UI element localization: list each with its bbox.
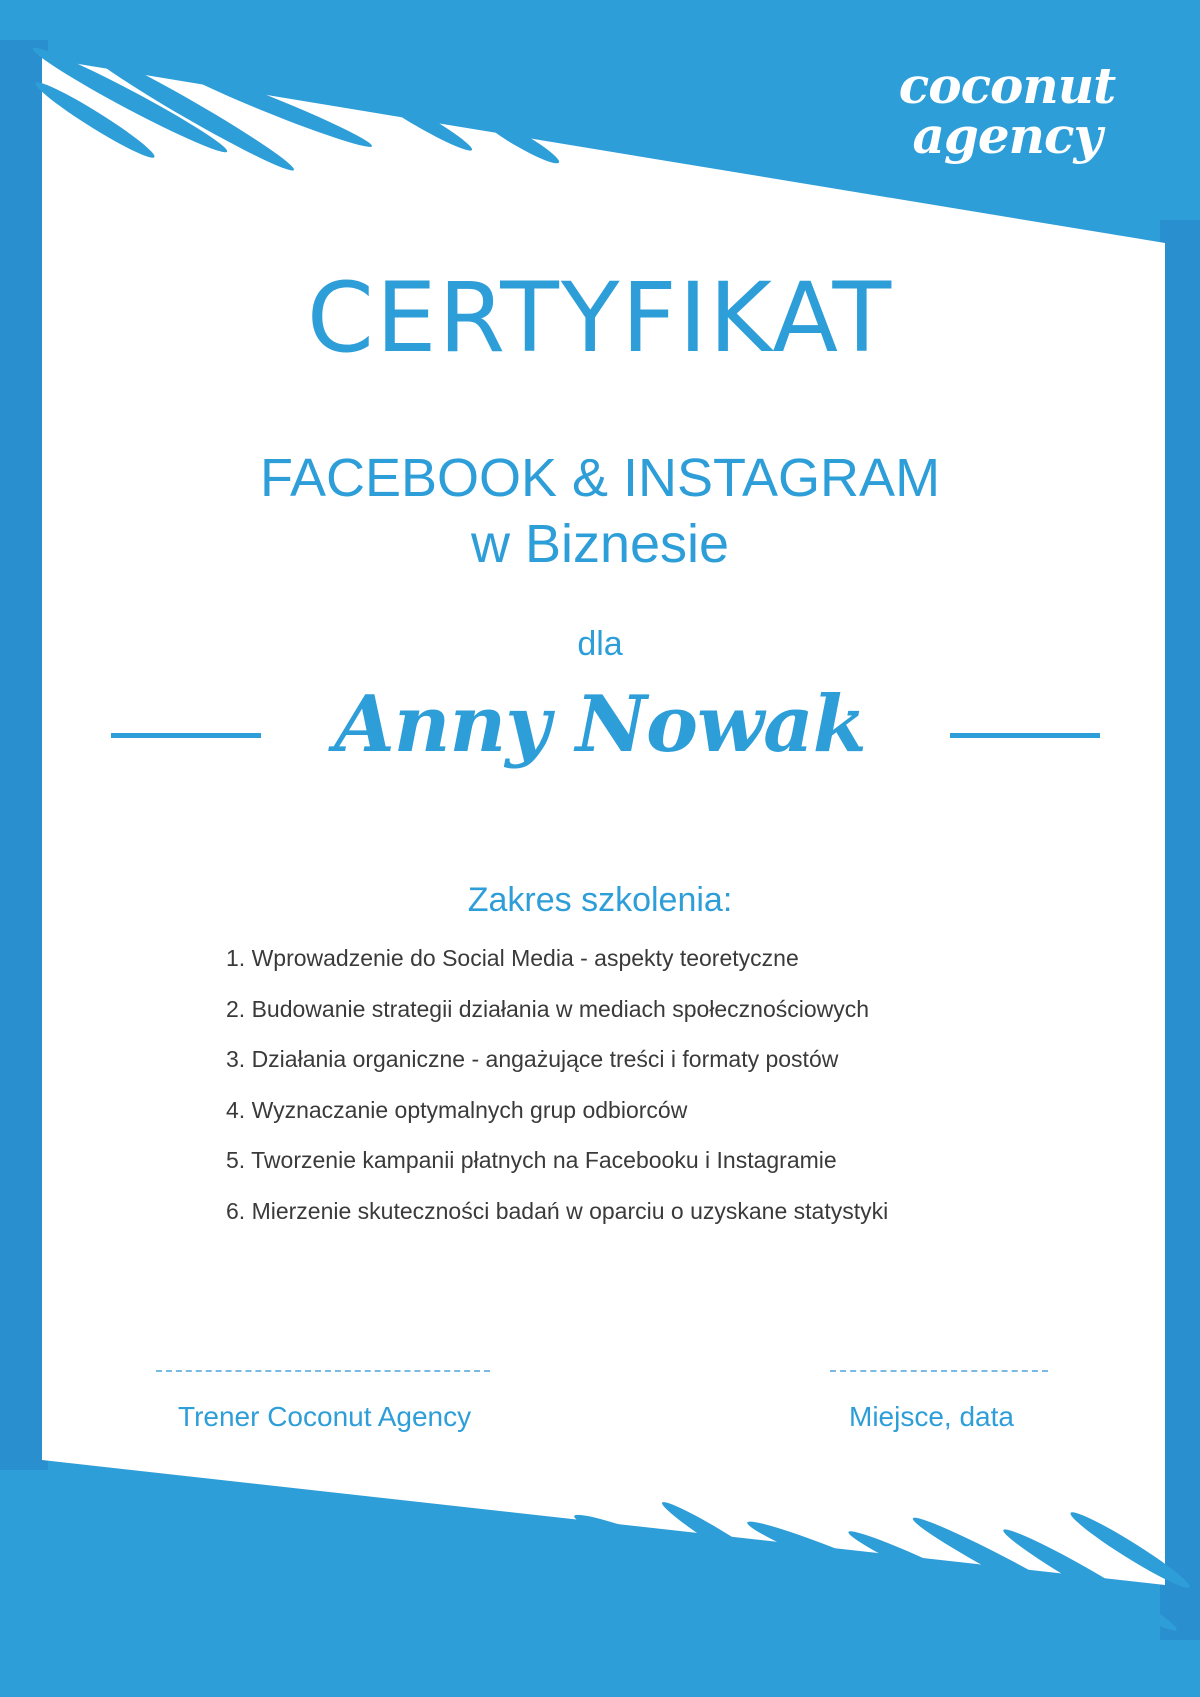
scope-heading: Zakres szkolenia:: [467, 881, 733, 919]
course-title-line-2: w Biznesie: [470, 514, 730, 574]
topic-item: 1. Wprowadzenie do Social Media - aspekty teoretyczne: [226, 945, 799, 971]
name-divider-right: [950, 733, 1100, 738]
topic-item: 6. Mierzenie skuteczności badań w oparciu o uzyskane statystyki: [226, 1197, 889, 1224]
logo-line-1: coconut: [898, 56, 1116, 115]
topics-list: [226, 943, 1026, 1246]
certificate-title: CERTYFIKAT: [306, 262, 894, 374]
place-date-label: Miejsce, data: [849, 1401, 1014, 1432]
company-logo: [892, 56, 1122, 165]
trainer-signature-label: Trener Coconut Agency: [178, 1401, 472, 1432]
course-title-line-1: FACEBOOK & INSTAGRAM: [259, 448, 941, 508]
topic-item: 5. Tworzenie kampanii płatnych na Facebooku i Instagramie: [226, 1147, 837, 1173]
trainer-signature-line: [156, 1370, 490, 1372]
place-date-line: [830, 1370, 1048, 1372]
topic-item: 2. Budowanie strategii działania w mediach społecznościowych: [226, 995, 870, 1022]
recipient-name: Anny Nowak: [334, 679, 866, 770]
topic-item: 3. Działania organiczne - angażujące treści i formaty postów: [226, 1046, 839, 1072]
topic-item: 4. Wyznaczanie optymalnych grup odbiorców: [226, 1096, 688, 1123]
logo-line-2: agency: [912, 106, 1102, 165]
for-label: dla: [577, 625, 623, 663]
